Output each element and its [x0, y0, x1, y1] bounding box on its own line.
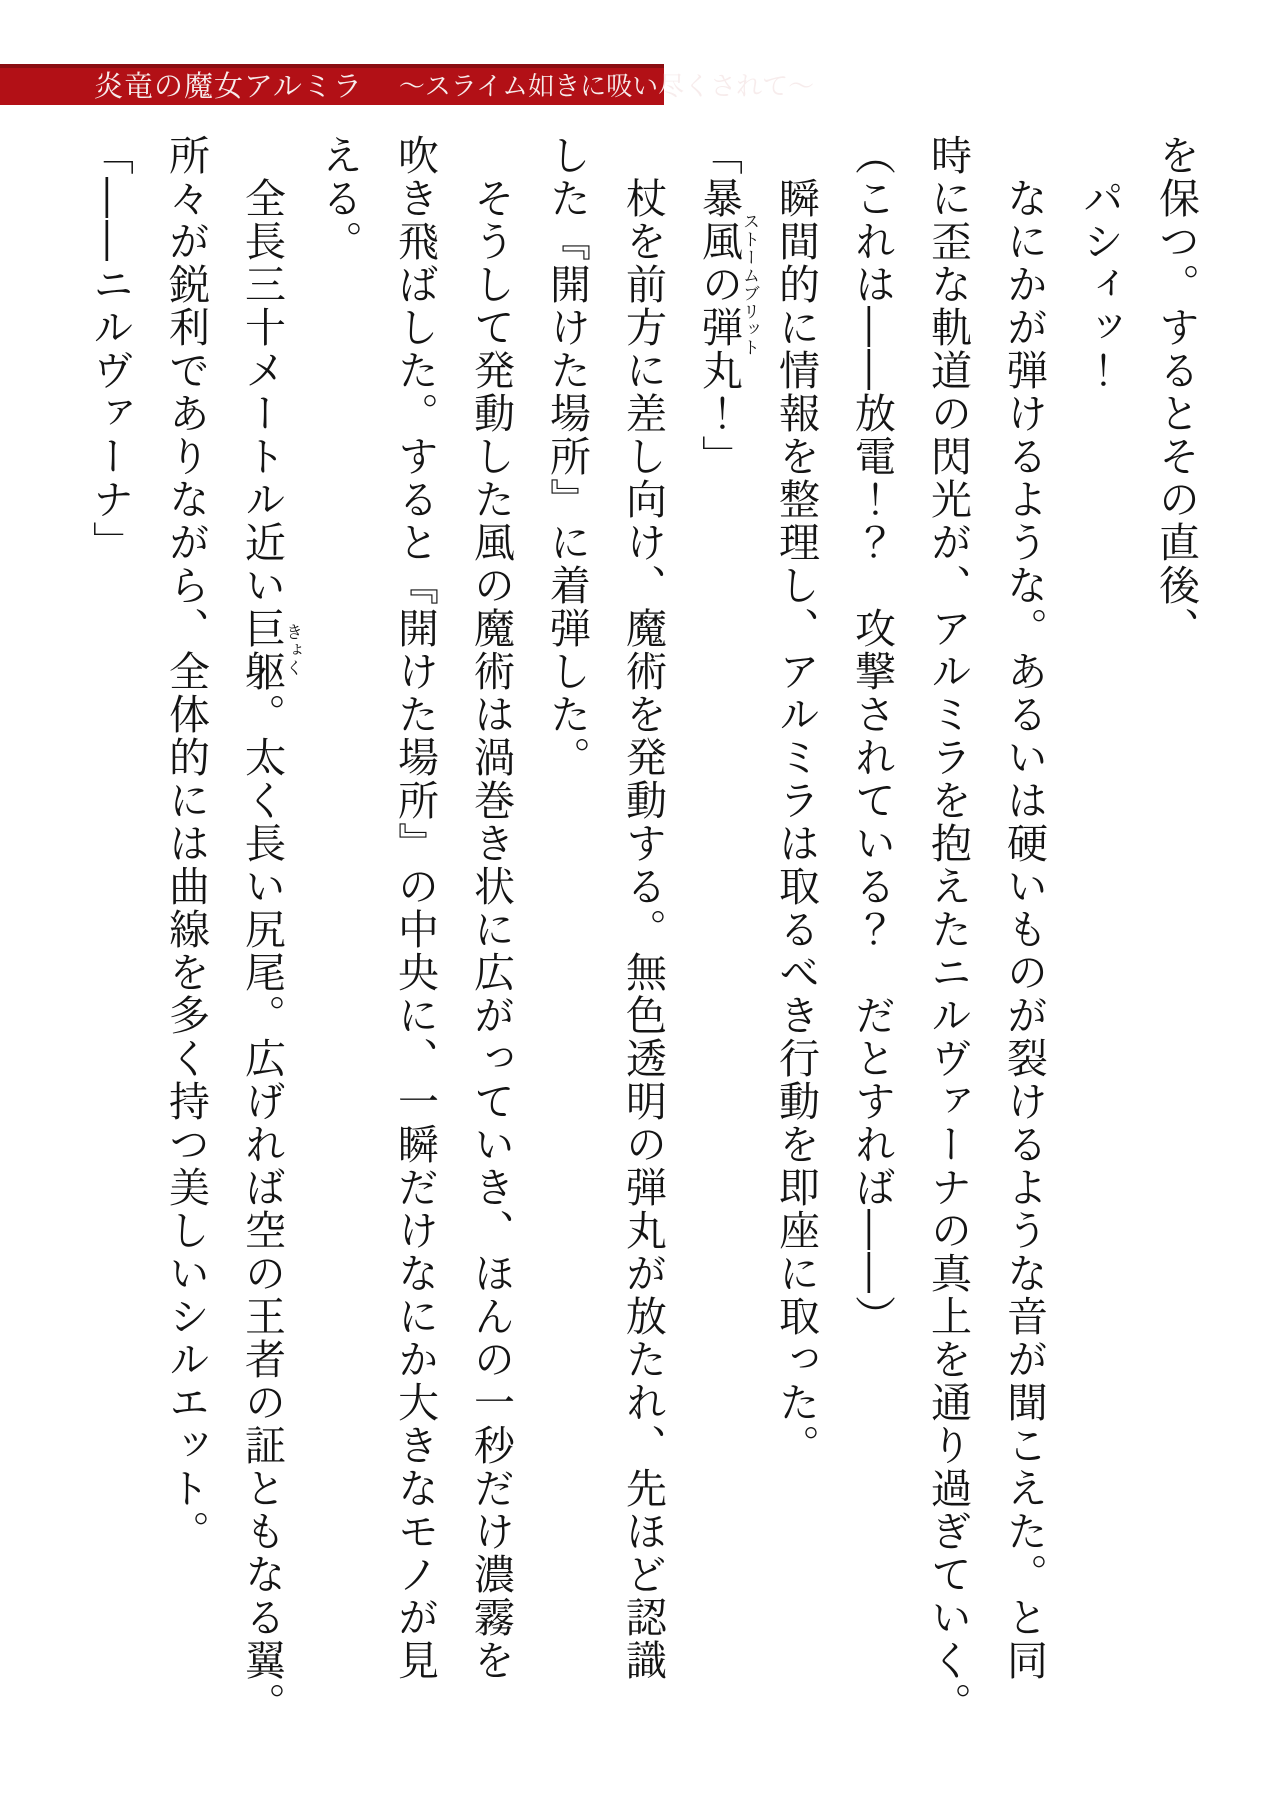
text-line: パシィッ！ [1076, 134, 1124, 392]
text-line: 全長三十メートル近い巨躯きょく。太く長い尻尾。広げれば空の王者の証ともなる翼。 [238, 134, 302, 1725]
text-line: 吹き飛ばした。すると『開けた場所』の中央に、一瞬だけなにか大きなモノが見 [391, 134, 439, 1682]
text-line: そうして発動した風の魔術は渦巻き状に広がっていき、ほんの一秒だけ濃霧を [467, 134, 515, 1682]
novel-subtitle: ～スライム如きに吸い尽くされて～ [398, 71, 815, 102]
text-line: 時に歪な軌道の閃光が、アルミラを抱えたニルヴァーナの真上を通り過ぎていく。 [924, 134, 972, 1725]
text-line: 「――ニルヴァーナ」 [86, 134, 134, 564]
text-line: した『開けた場所』に着弾した。 [543, 134, 591, 779]
text-line: を保つ。するとその直後、 [1152, 134, 1200, 650]
ruby-annotation: 巨躯きょく [238, 607, 302, 693]
text-line: （これは――放電！？ 攻撃されている？ だとすれば――） [848, 134, 896, 1338]
text-line: 「暴風の弾丸ストームブリット！」 [695, 134, 759, 478]
text-line: なにかが弾けるような。あるいは硬いものが裂けるような音が聞こえた。と同 [1000, 134, 1048, 1682]
text-line: 所々が鋭利でありながら、全体的には曲線を多く持つ美しいシルエット。 [162, 134, 210, 1553]
text-line: える。 [315, 134, 363, 263]
novel-title: 炎竜の魔女アルミラ [94, 69, 363, 103]
text-line: 瞬間的に情報を整理し、アルミラは取るべき行動を即座に取った。 [772, 134, 820, 1467]
title-bar [0, 64, 815, 105]
text-line: 杖を前方に差し向け、魔術を発動する。無色透明の弾丸が放たれ、先ほど認識 [619, 134, 667, 1682]
ruby-annotation: 暴風の弾丸ストームブリット [695, 177, 759, 392]
text-block [72, 134, 1214, 1725]
